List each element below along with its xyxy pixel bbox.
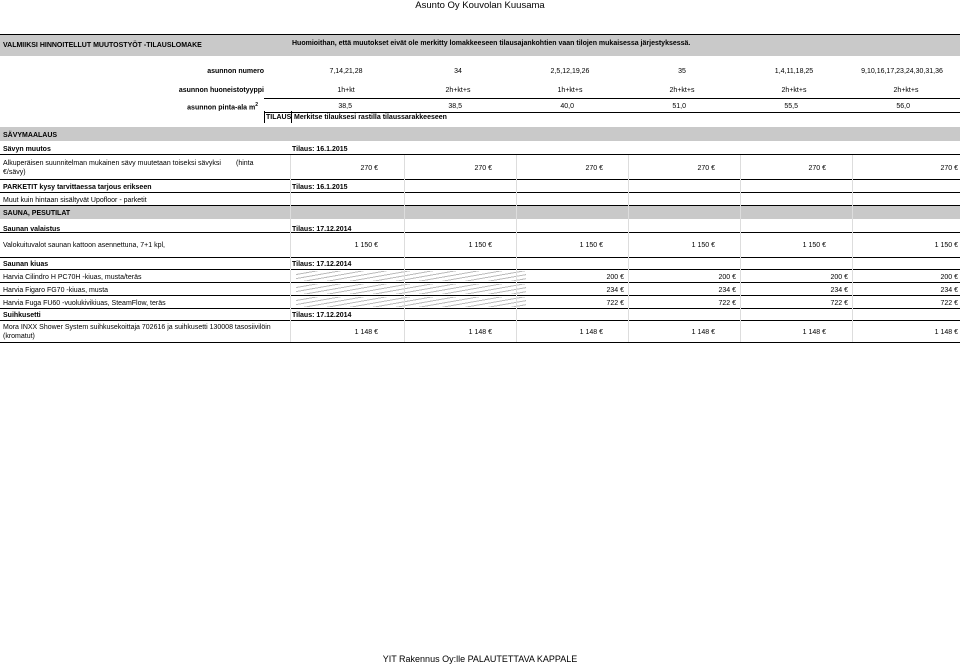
parketit-date: Tilaus: 16.1.2015 — [292, 184, 348, 191]
savy-price-4: 270 € — [697, 165, 715, 172]
saunan-kiuas-row — [0, 258, 960, 270]
saunan-valaistus-title: Saunan valaistus — [3, 226, 61, 233]
savy-description: Alkuperäisen suunnitelman mukainen sävy muutetaan toiseksi sävyksi — [3, 160, 221, 167]
suihku-description-2: (kromatut) — [3, 333, 35, 340]
kiuas-1-price-3: 200 € — [830, 274, 848, 281]
column-divider — [852, 155, 853, 342]
saunan-kiuas-title: Saunan kiuas — [3, 261, 49, 268]
tilaus-label: TILAUS — [266, 114, 292, 121]
apartment-area-label: asunnon pinta-ala $m^2$ — [187, 102, 258, 112]
apartment-type-5: 2h+kt+s — [781, 87, 807, 94]
savy-description-unit: €/sävy) — [3, 169, 26, 176]
kiuas-3-price-2: 722 € — [718, 300, 736, 307]
kiuas-3-price-1: 722 € — [606, 300, 624, 307]
apartment-type-4: 2h+kt+s — [669, 87, 695, 94]
kiuas-1-price-1: 200 € — [606, 274, 624, 281]
apartment-number-2: 34 — [454, 68, 462, 75]
company-title: Asunto Oy Kouvolan Kuusama — [415, 0, 545, 11]
apartment-area-1: 38,5 — [338, 103, 352, 110]
apartment-number-4: 35 — [678, 68, 686, 75]
kiuas-3-price-4: 722 € — [940, 300, 958, 307]
saunan-valaistus-date: Tilaus: 17.12.2014 — [292, 226, 352, 233]
apartment-number-5: 1,4,11,18,25 — [774, 68, 814, 75]
savy-description-hinta: (hinta — [236, 160, 254, 167]
parketit-description: Muut kuin hintaan sisältyvät Upofloor - parketit — [3, 197, 147, 204]
area-row-box — [264, 98, 960, 113]
sauna-band — [0, 206, 960, 219]
apartment-type-label: asunnon huoneistotyyppi — [178, 87, 264, 94]
valaistus-price-6: 1 150 € — [934, 242, 958, 249]
valaistus-price-1: 1 150 € — [354, 242, 378, 249]
kiuas-3-price-3: 722 € — [830, 300, 848, 307]
valaistus-description: Valokuituvalot saunan kattoon asennettuna, 7+1 kpl, — [3, 242, 165, 249]
tilaus-note: Merkitse tilauksesi rastilla tilaussarakkeeseen — [294, 114, 447, 121]
kiuas-2-price-2: 234 € — [718, 287, 736, 294]
savy-price-5: 270 € — [808, 165, 826, 172]
kiuas-hatch-1 — [296, 271, 526, 281]
apartment-area-3: 40,0 — [560, 103, 574, 110]
savy-price-3: 270 € — [585, 165, 603, 172]
kiuas-2-price-4: 234 € — [940, 287, 958, 294]
apartment-number-1: 7,14,21,28 — [329, 68, 363, 75]
parketit-title: PARKETIT kysy tarvittaessa tarjous erikseen — [3, 184, 152, 191]
kiuas-2-price-1: 234 € — [606, 287, 624, 294]
kiuas-item-label-3: Harvia Fuga FU60 -vuolukivikiuas, SteamFlow, teräs — [3, 300, 166, 307]
column-divider — [740, 155, 741, 342]
savy-price-1: 270 € — [360, 165, 378, 172]
valaistus-price-5: 1 150 € — [802, 242, 826, 249]
apartment-type-2: 2h+kt+s — [445, 87, 471, 94]
apartment-area-5: 55,5 — [784, 103, 798, 110]
kiuas-item-label-1: Harvia Cilindro H PC70H -kiuas, musta/teräs — [3, 274, 142, 281]
apartment-area-6: 56,0 — [896, 103, 910, 110]
suihku-price-6: 1 148 € — [934, 329, 958, 336]
savyn-muutos-title: Sävyn muutos — [3, 146, 51, 153]
form-title: VALMIIKSI HINNOITELLUT MUUTOSTYÖT -TILAUSLOMAKE — [3, 42, 202, 49]
valaistus-price-2: 1 150 € — [468, 242, 492, 249]
suihkusetti-title: Suihkusetti — [3, 312, 41, 319]
apartment-area-4: 51,0 — [672, 103, 686, 110]
kiuas-hatch-3 — [296, 297, 526, 307]
savy-price-6: 270 € — [940, 165, 958, 172]
apartment-number-label: asunnon numero — [207, 68, 264, 75]
kiuas-hatch-2 — [296, 284, 526, 294]
notice-text: Huomioithan, että muutokset eivät ole merkitty lomakkeeseen tilausajankohtien vaan tilojen mukaisessa järjestyksessä. — [292, 40, 691, 47]
sauna-heading: SAUNA, PESUTILAT — [3, 210, 71, 217]
apartment-type-1: 1h+kt — [337, 87, 355, 94]
kiuas-1-price-2: 200 € — [718, 274, 736, 281]
suihku-price-2: 1 148 € — [468, 329, 492, 336]
savyn-muutos-row — [0, 141, 960, 155]
apartment-area-2: 38,5 — [448, 103, 462, 110]
apartment-number-6: 9,10,16,17,23,24,30,31,36 — [861, 68, 943, 75]
kiuas-item-label-2: Harvia Figaro FG70 -kiuas, musta — [3, 287, 109, 294]
column-divider — [628, 155, 629, 342]
suihku-price-3: 1 148 € — [579, 329, 603, 336]
savymaalaus-band — [0, 127, 960, 141]
kiuas-2-price-3: 234 € — [830, 287, 848, 294]
suihkusetti-date: Tilaus: 17.12.2014 — [292, 312, 352, 319]
apartment-type-3: 1h+kt+s — [557, 87, 583, 94]
apartment-number-3: 2,5,12,19,26 — [550, 68, 590, 75]
footer-text: YIT Rakennus Oy:lle PALAUTETTAVA KAPPALE — [382, 654, 578, 664]
suihku-price-4: 1 148 € — [691, 329, 715, 336]
savymaalaus-heading: SÄVYMAALAUS — [3, 132, 58, 139]
column-divider — [290, 155, 291, 342]
suihku-price-5: 1 148 € — [802, 329, 826, 336]
suihkusetti-row — [0, 309, 960, 321]
column-divider — [404, 155, 405, 342]
column-divider — [516, 155, 517, 342]
saunan-valaistus-row — [0, 220, 960, 233]
saunan-kiuas-date: Tilaus: 17.12.2014 — [292, 261, 352, 268]
suihku-price-1: 1 148 € — [354, 329, 378, 336]
savyn-muutos-date: Tilaus: 16.1.2015 — [292, 146, 348, 153]
savy-price-2: 270 € — [474, 165, 492, 172]
apartment-type-6: 2h+kt+s — [893, 87, 919, 94]
kiuas-1-price-4: 200 € — [940, 274, 958, 281]
suihku-description: Mora INXX Shower System suihkusekoittaja 702616 ja suihkusetti 130008 tasosiivilöin — [3, 324, 271, 331]
valaistus-price-4: 1 150 € — [691, 242, 715, 249]
valaistus-price-3: 1 150 € — [579, 242, 603, 249]
